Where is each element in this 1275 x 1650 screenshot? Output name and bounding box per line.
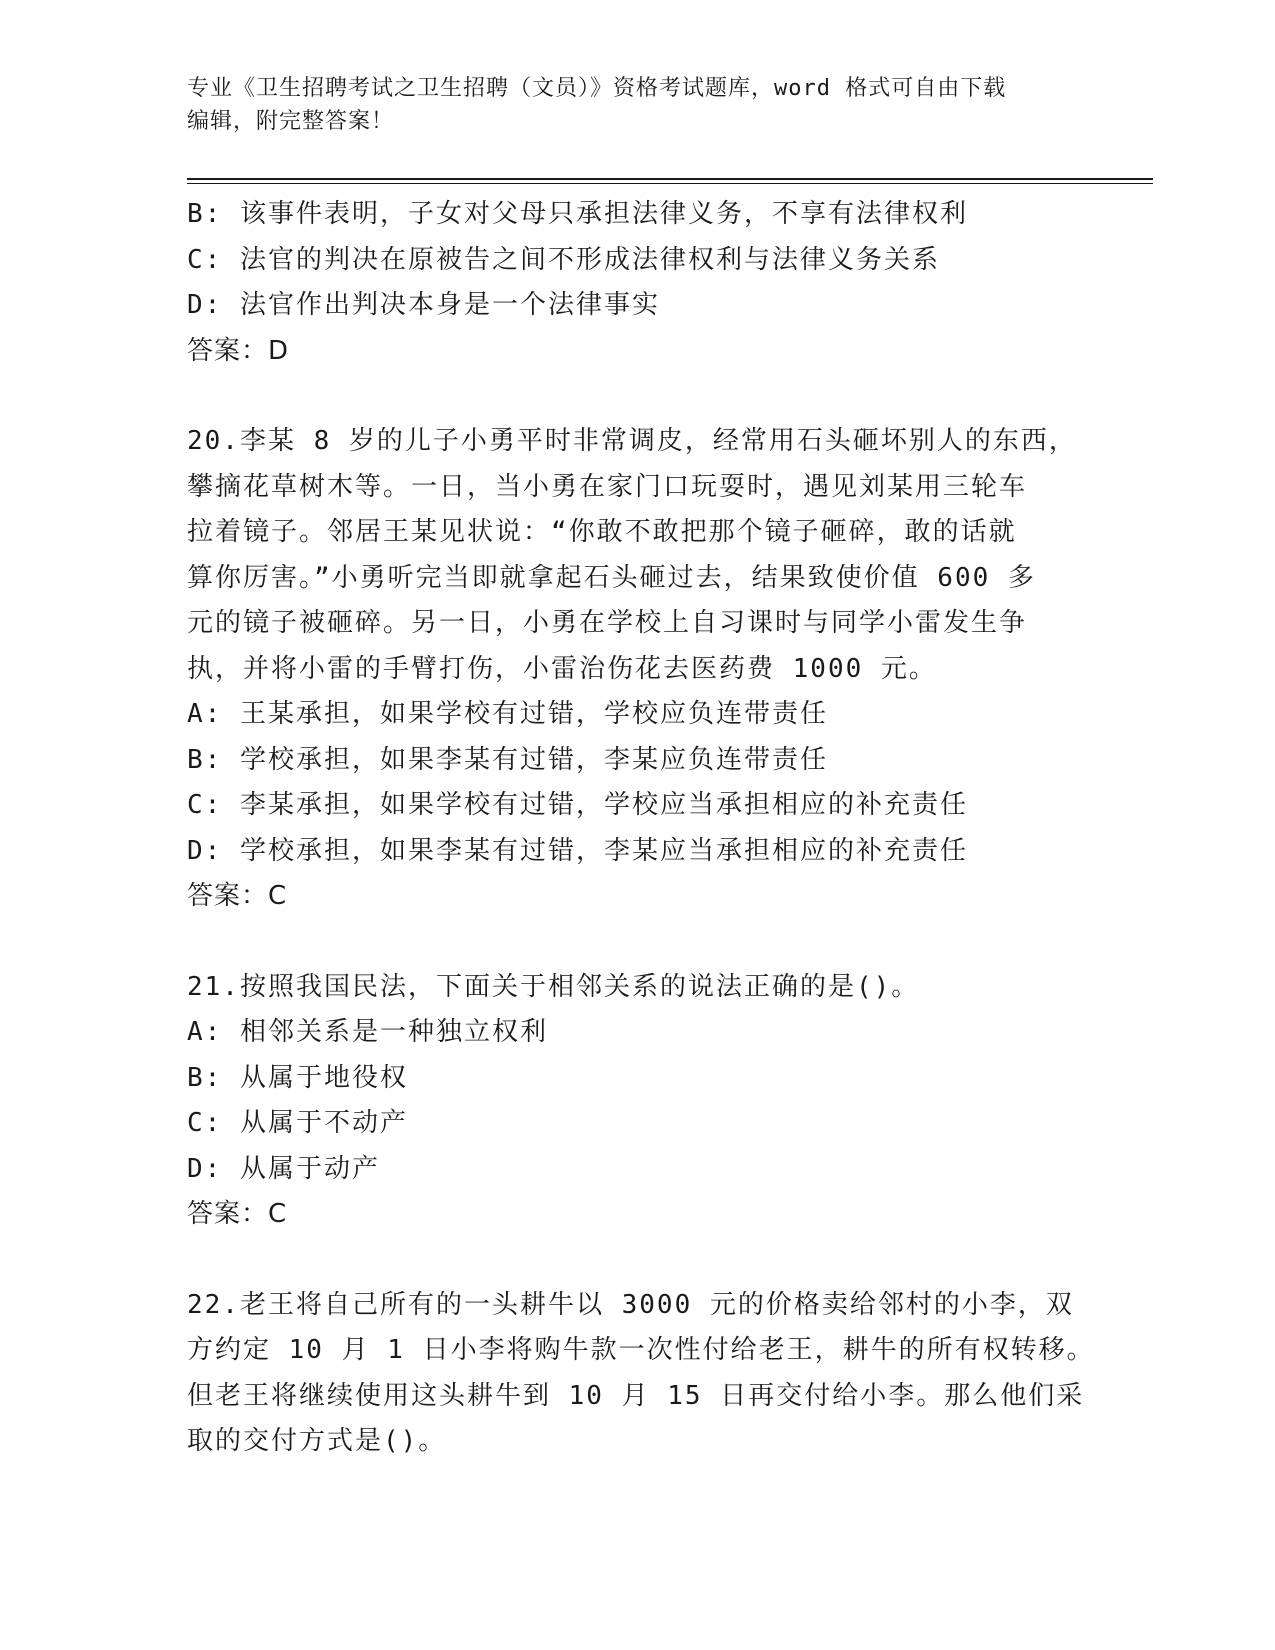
question-text-line: 取的交付方式是()。 — [187, 1426, 447, 1456]
question-22 — [187, 1283, 1095, 1465]
answer-line: 答案：D — [187, 335, 290, 366]
question-text-line: 方约定 10 月 1 日小李将购牛款一次性付给老王，耕牛的所有权转移。 — [187, 1335, 1095, 1365]
header-line-2: 编辑，附完整答案！ — [187, 109, 395, 134]
question-19-continuation — [187, 192, 1067, 374]
header-divider-thin — [187, 183, 1153, 184]
option-c: C: 从属于不动产 — [187, 1108, 408, 1138]
question-text-line: 算你厉害。”小勇听完当即就拿起石头砸过去，结果致使价值 600 多 — [187, 562, 1036, 593]
question-text-line: 22.老王将自己所有的一头耕牛以 3000 元的价格卖给邻村的小李，双 — [187, 1289, 1074, 1320]
spacer — [187, 920, 1067, 965]
spacer — [187, 1238, 1067, 1283]
answer-line: 答案：C — [187, 1199, 288, 1229]
option-d: D: 法官作出判决本身是一个法律事实 — [187, 290, 660, 320]
option-c: C: 法官的判决在原被告之间不形成法律权利与法律义务关系 — [187, 244, 940, 275]
spacer — [187, 374, 1067, 419]
question-text-line: 元的镜子被砸碎。另一日，小勇在学校上自习课时与同学小雷发生争 — [187, 608, 1028, 638]
answer-line: 答案：C — [187, 881, 288, 911]
question-text-line: 21.按照我国民法，下面关于相邻关系的说法正确的是()。 — [187, 971, 920, 1002]
option-a: A: 王某承担，如果学校有过错，学校应负连带责任 — [187, 699, 828, 729]
option-b: B: 学校承担，如果李某有过错，李某应负连带责任 — [187, 744, 828, 775]
header-line-1: 专业《卫生招聘考试之卫生招聘（文员）》资格考试题库，word 格式可自由下载 — [187, 76, 1007, 101]
option-b: B: 该事件表明，子女对父母只承担法律义务，不享有法律权利 — [187, 199, 968, 229]
document-header — [187, 72, 1087, 138]
question-text-line: 20.李某 8 岁的儿子小勇平时非常调皮，经常用石头砸坏别人的东西， — [187, 426, 1077, 456]
option-d: D: 从属于动产 — [187, 1153, 380, 1184]
option-a: A: 相邻关系是一种独立权利 — [187, 1017, 548, 1047]
document-body — [187, 192, 1095, 1465]
question-text-line: 但老王将继续使用这头耕牛到 10 月 15 日再交付给小李。那么他们采 — [187, 1380, 1085, 1411]
option-c: C: 李某承担，如果学校有过错，学校应当承担相应的补充责任 — [187, 790, 968, 820]
option-b: B: 从属于地役权 — [187, 1062, 408, 1093]
question-text-line: 拉着镜子。邻居王某见状说：“你敢不敢把那个镜子砸碎，敢的话就 — [187, 517, 1017, 547]
question-20 — [187, 419, 1077, 920]
question-text-line: 攀摘花草树木等。一日，当小勇在家门口玩耍时，遇见刘某用三轮车 — [187, 471, 1028, 502]
option-d: D: 学校承担，如果李某有过错，李某应当承担相应的补充责任 — [187, 835, 968, 866]
question-text-line: 执，并将小雷的手臂打伤，小雷治伤花去医药费 1000 元。 — [187, 653, 937, 684]
header-divider-thick — [187, 178, 1153, 180]
question-21 — [187, 965, 1067, 1238]
